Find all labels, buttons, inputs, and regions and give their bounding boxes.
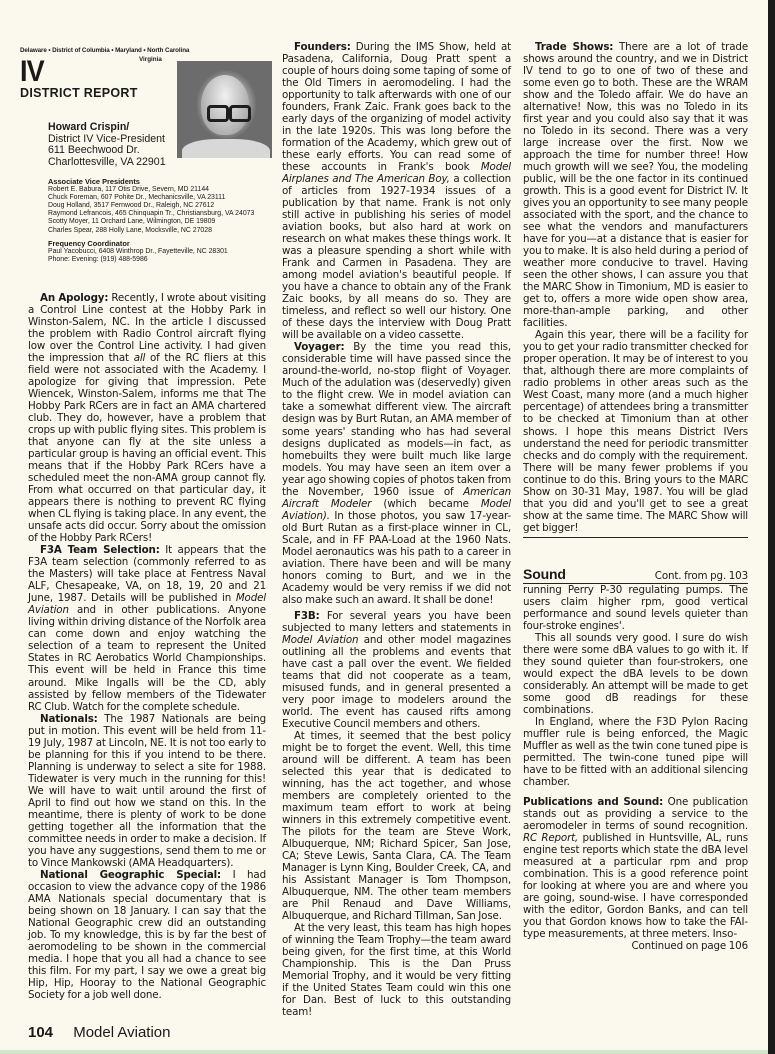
vp-title: District IV Vice-President — [48, 132, 165, 145]
states-list: Delaware • District of Columbia • Maryland • North Carolina — [20, 47, 190, 54]
sound-title: Sound — [523, 565, 566, 582]
section-heading-f3b: F3B: — [294, 609, 320, 622]
section-heading-natgeo: National Geographic Special: — [40, 868, 222, 881]
magazine-name: Model Aviation — [73, 1024, 171, 1041]
section-heading-founders: Founders: — [294, 41, 351, 53]
paragraph-f3a: F3A Team Selection: It appears that the F3A team selection (commonly referred to as the Masters) will take place at Fentress Naval ALF, Chesapeake, VA, on 18, 19, 20 and 21 June, 1987. Details will be published in Model Aviation and in other publications. Anyone living within driving distance of the Norfolk area can come down and enjoy watching the selection of a team to represent the United States in RC Aerobatics World Championships. This event will be held in France this time around. Mike Ingalls will be the CD, ably assisted by fellow members of the Tidewater RC Club. Watch for the complete schedule. — [28, 544, 266, 713]
frequency-phone: Phone: Evening: (919) 488-5986 — [48, 255, 148, 263]
continued-from-link: Cont. from pg. 103 — [654, 569, 748, 582]
vp-name: Howard Crispin/ — [48, 121, 130, 133]
paragraph-apology: An Apology: Recently, I wrote about visiting a Control Line contest at the Hobby Park in Winston-Salem, NC. In the article I discussed the problem with Radio Control aircraft flying low over the Control Line activity. I had given the impression that all of the RC fliers at this field were not associated with the Academy. I apologize for giving that impression. Pete Wiencek, Winston-Salem, informs me that The Hobby Park RCers are in fact an AMA chartered club. They do, however, have a problem that crops up with public flying sites. This problem is that anyone can fly at the site unless a particular group is having an official event. This means that if the Hobby Park RCers have a scheduled meet the non-AMA group cannot fly. From what occurred on that particular day, it appears there is nothing to prevent RC flying when CL flying is taking place. In any event, the unsafe acts did occur. Sorry about the omission of the Hobby Park RCers! — [28, 292, 266, 545]
page-footer — [28, 1024, 171, 1041]
paragraph-f3b-3: At the very least, this team has high hopes of winning the Team Trophy—the team award being given, for the first time, at this World Championship. This is the Dan Pruss Memorial Trophy, and it would be very fitting if the United States Team could win this one for Dan. Best of luck to this outstanding team! — [282, 922, 511, 1019]
vp-address-line1: 611 Beechwood Dr. — [48, 144, 140, 156]
section-heading-f3a: F3A Team Selection: — [40, 544, 160, 557]
vp-address-line2: Charlottesville, VA 22901 — [48, 155, 166, 168]
states-list-2: Virginia — [139, 56, 162, 63]
section-heading-apology: An Apology: — [40, 292, 109, 304]
paragraph-trade-shows-2: Again this year, there will be a facility for you to get your radio transmitter checked for proper operation. It may be of interest to you that, although there are more complaints of radio problems in other areas such as the West Coast, many more (and a much higher percentage) of attendees bring a transmitter to be checked at Timonium than at other shows. I hope this means District IVers understand the need for periodic transmitter checks and do comply with the requirement. There will be many fewer problems if you continue to do this. Bring yours to the MARC Show on 30-31 May, 1987. You will be glad that you did and you'll get to see a great show at the same time. The MARC Show will get bigger! — [523, 329, 748, 534]
section-heading-trade-shows: Trade Shows: — [535, 41, 614, 53]
sound-paragraph-1: running Perry P-30 regulating pumps. The users claim higher rpm, good vertical performance and sound levels quieter than four-stroke engines'. — [523, 583, 748, 632]
associate-item: Chuck Foreman, 607 Pohite Dr., Mechanicsville, VA 23111 — [48, 194, 226, 202]
sound-paragraph-3: In England, where the F3D Pylon Racing muffler rule is being enforced, the Magic Muffler as well as the twin cone tuned pipe is permitted. The twin-cone tuned pipe will have to be fitted with an additional silencing chamber. — [523, 715, 748, 788]
paragraph-voyager: Voyager: By the time you read this, considerable time will have passed since the around-the-world, no-stop flight of Voyager. Much of the adulation was (deservedly) given to the flight crew. We in model aviation can take a somewhat different view. The aircraft design was by Burt Rutan, an AMA member of some years' standing who has had several designs duplicated as models—in fact, as homebuilts they were built much like large models. You may have seen an item over a year ago showing copies of photos taken from the November, 1960 issue of American Aircraft Modeler (which became Model Aviation). In those photos, you saw 17-year-old Burt Rutan as a first-place winner in CL, Scale, and in FF PAA-Load at the 1960 Nats. Model aeronautics was his path to a career in aviation. There have been and will be many honors coming to Burt, and we in the Academy would be very remiss if we did not also make such an award. It shall be done! — [282, 341, 511, 606]
column-1 — [28, 0, 266, 1001]
section-heading-publications: Publications and Sound: — [523, 795, 664, 808]
paragraph-founders: Founders: During the IMS Show, held at Pasadena, California, Doug Pratt spent a couple of hours doing some taping of some of the Old Timers in aeromodeling. I had the opportunity to talk afterwards with one of our founders, Frank Zaic. Frank goes back to the early days of the organizing of model activity in the late 1920s. This was long before the formation of the Academy, which grew out of these early efforts. You can read some of these accounts in Frank's book Model Airplanes and The American Boy, a collection of articles from 1927-1934 issues of a publication by that name. Frank is not only still active in publishing his series of model aviation books, but also hard at work on research on what makes these things work. It was a pleasure spending a short while with Frank and Carmen in Pasadena. They are among model aviation's beautiful people. If you have a chance to obtain any of the Frank Zaic books, by all means do so. They are timeless, and reflect so well our history. One of these days the interview with Doug Pratt will be available on a video cassette. — [282, 41, 511, 342]
sound-header — [523, 565, 748, 584]
frequency-coordinator: Paul Yacobucci, 6408 Winthrop Dr., Fayetteville, NC 28301 — [48, 247, 228, 255]
district-number: IV — [20, 55, 44, 88]
section-divider — [523, 537, 748, 538]
page-number: 104 — [28, 1024, 54, 1041]
page-edge — [768, 0, 775, 1054]
section-heading-nationals: Nationals: — [40, 712, 98, 725]
district-title: DISTRICT REPORT — [20, 86, 138, 100]
associates-heading: Associate Vice Presidents — [48, 177, 140, 186]
sound-paragraph-2: This all sounds very good. I sure do wish there were some dBA values to go with it. If they sound quieter than four-strokers, one would expect the dBA levels to be down considerably. An attempt will be made to get some good dB readings for these combinations. — [523, 631, 748, 716]
paragraph-f3b-2: At times, it seemed that the best policy might be to forget the event. Well, this time around will be different. A team has been selected this year that is dedicated to winning, has the act together, and whose members are completely oriented to the maximum team effort to work at being winners in this extremely competitive event. The pilots for the team are Steve Work, Albuquerque, NM; Richard Spicer, San Jose, CA; Steve Lewis, Santa Clara, CA. The Team Manager is Lynn King, Boulder Creek, CA, and his Assistant Manager is Tom Thompson, Albuquerque, NM. The other team members are Phil Renaud and Dave Williams, Albuquerque, and Richard Tillman, San Jose. — [282, 729, 511, 923]
paragraph-nationals: Nationals: The 1987 Nationals are being put in motion. This event will be held from 11-19 July, 1987 at Lincoln, NE. It is not too early to be planning for this if you intend to be there. Planning is underway to select a site for 1988. Tidewater is very much in the running for this! We will have to wait until around the first of April to find out how we stand on this. In the meantime, there is plenty of work to be done getting together all the information that the committee needs in order to make a decision. If you have any suggestions, send them to me or to Vince Mankowski (AMA Headquarters). — [28, 712, 266, 869]
associate-item: Doug Holland, 3517 Fernwood Dr., Raleigh, NC 27612 — [48, 202, 215, 210]
column-2 — [282, 41, 511, 1018]
associate-item: Scotty Moyer, 11 Orchard Lane, Wilmington, DE 19809 — [48, 218, 216, 226]
associate-item: Charles Spear, 288 Holly Lane, Mocksville, NC 27028 — [48, 226, 212, 234]
paragraph-trade-shows: Trade Shows: There are a lot of trade shows around the country, and we in District IV tend to go to one of two of these and some even go to both. These are the WRAM show and the Toledo affair. We do have an alternative! Now, this was no Toledo in its first year and you could also say that it was no Toledo in its second. There was a very large increase over the first. Now we approach the time for number three! How much growth will we see? You, the modeling public, will be the one factor in its continued growth. This is a good event for District IV. It gives you an opportunity to see many people associated with the sport, and the chance to see what the vendors and manufacturers have for you—at a distance that is easier for you to make. It is also held during a period of weather more conducive to travel. Having seen the other shows, I can assure you that the MARC Show in Timonium, MD is easier to get to, offers a more wide open show area, more-than-ample parking, and other facilities. — [523, 41, 748, 330]
paragraph-f3b: F3B: For several years you have been subjected to many letters and statements in Model Aviation and other model magazines outlining all the problems and events that have cast a pall over the event. We fielded teams that did not cooperate as a team, misused funds, and in general presented a very poor image to modelers around the world. The event has caused rifts among Executive Council members and others. — [282, 609, 511, 730]
section-heading-voyager: Voyager: — [294, 341, 345, 354]
continued-on-link: Continued on page 106 — [631, 940, 748, 953]
sound-paragraph-publications: Publications and Sound: One publication stands out as providing a service to the aeromodeler in terms of sound recognition. RC Report, published in Huntsville, AL, runs engine test reports which state the dBA level measured at a particular rpm and prop combination. This is a good reference point for looking at where you are and where you are going, sound-wise. I have corresponded with the editor, Gordon Banks, and can tell you that Gordon knows how to take the FAI-type measurements, at three meters. Inso- — [523, 795, 748, 941]
scan-edge — [0, 1050, 768, 1054]
paragraph-natgeo: National Geographic Special: I had occasion to view the advance copy of the 1986 AMA Nationals special documentary that is being shown on 18 January. I can say that the National Geographic crew did an outstanding job. To my knowledge, this is by far the best of aeromodeling to be shown in the commercial media. I hope that you all had a chance to see this film. For my part, I say we owe a great big Hip, Hip, Hooray to the National Geographic Society for a job well done. — [28, 868, 266, 1001]
associate-item: Robert E. Babura, 117 Otis Drive, Severn, MD 21144 — [48, 186, 209, 194]
frequency-heading: Frequency Coordinator — [48, 238, 130, 248]
column-3 — [523, 41, 748, 952]
associate-item: Raymond Lefrancois, 465 Chinquapin Tr., Christiansburg, VA 24073 — [48, 210, 255, 218]
